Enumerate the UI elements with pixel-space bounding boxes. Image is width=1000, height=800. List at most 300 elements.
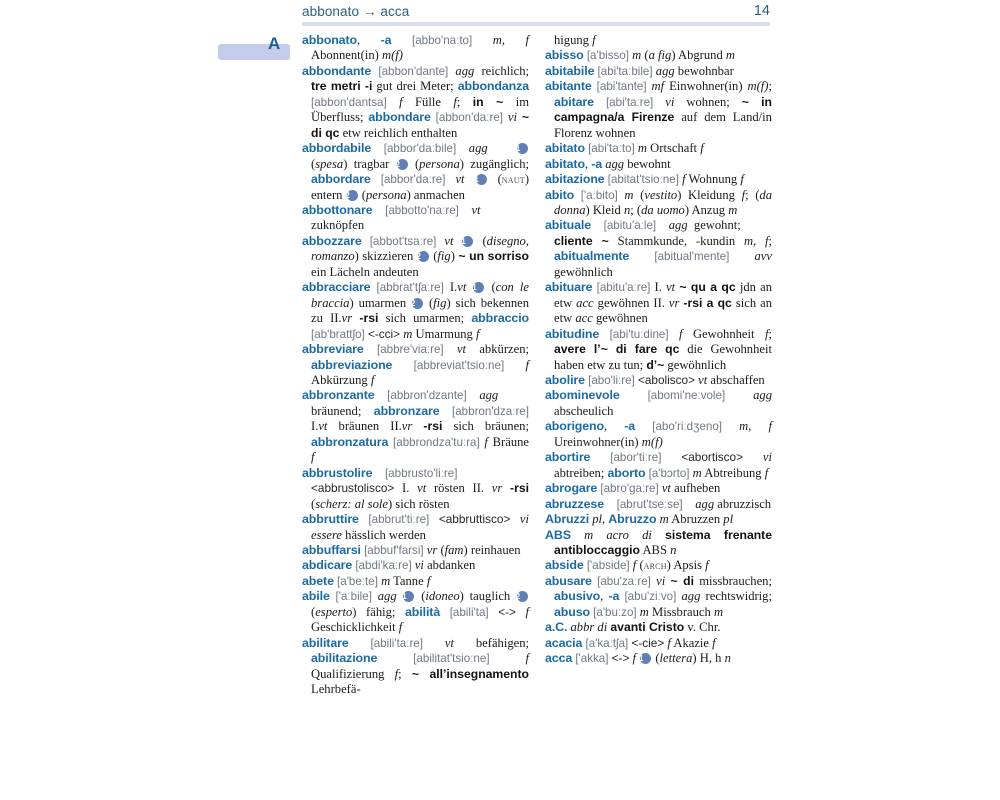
headword[interactable]: abitare: [554, 94, 594, 109]
translation-text: (: [408, 156, 420, 171]
grammar-label: m: [632, 48, 642, 63]
dictionary-entry: [545, 419, 772, 450]
pronunciation: [abo'riːdʒeno]: [652, 420, 723, 434]
grammar-label: vi: [656, 573, 666, 588]
subject-label: naut: [501, 173, 525, 187]
headword[interactable]: abbracciare: [302, 280, 371, 295]
grammar-label: f: [700, 141, 704, 156]
translation-text: ein Lächeln andeuten: [311, 264, 419, 279]
column-left: [302, 33, 529, 697]
grammar-label: f: [667, 635, 671, 650]
translation-text: (: [636, 558, 644, 573]
translation-text: v. Chr.: [684, 620, 721, 635]
grammar-label: f: [394, 666, 399, 681]
headword[interactable]: abbronzatura: [311, 434, 389, 449]
grammar-label: m, f: [492, 33, 530, 47]
grammar-label: m(f): [747, 79, 769, 94]
headword[interactable]: abile: [302, 589, 330, 604]
dictionary-entry: [545, 157, 772, 172]
grammar-label: agg: [655, 63, 675, 78]
grammar-label: m: [381, 573, 391, 588]
translation-text: [604, 497, 617, 511]
translation-text: higung: [554, 33, 593, 47]
headword[interactable]: abside: [545, 558, 584, 573]
subject-label: arch: [643, 559, 667, 573]
grammar-label: n: [670, 542, 677, 557]
headword[interactable]: abbozzare: [302, 233, 362, 248]
grammar-label: agg: [377, 589, 397, 604]
pronunciation: [abbor'daːre]: [380, 173, 446, 187]
translation-text: missbrauchen;: [693, 573, 772, 588]
translation-text: [620, 388, 648, 402]
translation-text: I.: [394, 481, 418, 496]
grammar-label: vr: [668, 295, 680, 310]
headword[interactable]: abbreviare: [302, 342, 364, 357]
translation-text: ,: [602, 512, 609, 527]
pronunciation: [abilitat'tsioːne]: [413, 652, 490, 666]
context-gloss: fig: [433, 295, 447, 310]
translation-text: (: [311, 496, 316, 511]
dictionary-entry: [302, 64, 529, 141]
translation-text: [725, 388, 753, 402]
collocation: avanti Cristo: [610, 620, 685, 635]
translation-text: [571, 528, 584, 542]
dictionary-entry: [545, 574, 772, 620]
grammar-label: f: [525, 651, 529, 666]
headword[interactable]: abruzzese: [545, 496, 605, 511]
pronunciation: [abbon'daːre]: [435, 111, 503, 125]
collocation: tre metri -i: [311, 79, 373, 94]
sense-number-icon: 2: [418, 251, 429, 262]
translation-text: (: [311, 604, 316, 619]
translation-text: [510, 512, 520, 526]
column-right: [545, 33, 772, 667]
pronunciation: [abu'zaːre]: [597, 574, 651, 588]
pronunciation: [abo'liːre]: [588, 373, 635, 387]
headword[interactable]: abitualmente: [554, 249, 630, 264]
dictionary-entry: [302, 512, 529, 543]
headword[interactable]: acacia: [545, 635, 583, 650]
headword[interactable]: abitudine: [545, 326, 600, 341]
grammar-label: f: [311, 450, 315, 465]
grammar-label: agg: [668, 218, 688, 233]
headword[interactable]: abdicare: [302, 558, 353, 573]
translation-text: Lehrbefä-: [311, 682, 361, 697]
translation-text: ; (: [745, 187, 760, 202]
context-gloss: disegno, romanzo: [311, 233, 529, 264]
translation-text: ) sich rösten: [387, 496, 450, 511]
headword[interactable]: -a: [380, 33, 392, 47]
dictionary-entry: [302, 543, 529, 558]
translation-text: ) tragbar: [343, 156, 396, 171]
translation-text: [429, 512, 439, 526]
headword[interactable]: a.C.: [545, 620, 568, 635]
translation-text: Gewohnheit: [682, 326, 765, 341]
translation-text: ,: [600, 589, 609, 604]
grammar-label: mf: [651, 79, 665, 94]
headword[interactable]: abitante: [545, 79, 592, 94]
grammar-label: f: [712, 635, 716, 650]
pronunciation: [abitu'aːle]: [603, 219, 657, 233]
grammar-label: vt: [444, 635, 454, 650]
translation-text: [683, 497, 696, 511]
grammar-label: f: [426, 573, 431, 588]
translation-text: [412, 419, 423, 433]
translation-text: die Gewohnheit haben etw zu tun;: [554, 342, 772, 372]
dictionary-entry: [545, 48, 772, 63]
sense-number-icon: 2: [517, 591, 528, 602]
pronunciation: [a'bisso]: [586, 49, 629, 63]
translation-text: Tanne: [390, 573, 427, 588]
dictionary-entry: [545, 373, 772, 388]
grammar-label: vi: [414, 558, 424, 573]
grammar-label: agg: [605, 156, 625, 171]
translation-text: [629, 249, 654, 263]
translation-text: [743, 450, 763, 464]
headword[interactable]: abominevole: [545, 388, 620, 403]
pronunciation: [abbron'dzaːre]: [452, 404, 529, 418]
collocation: sistema frenante antibloccaggio: [554, 527, 772, 557]
translation-text: gewöhnlich: [554, 264, 613, 279]
translation-text: bräunen II.: [327, 419, 402, 434]
headword[interactable]: ABS: [545, 527, 571, 542]
grammar-label: f: [399, 94, 403, 109]
collocation: -rsi: [510, 481, 530, 496]
pronunciation: [abi'taːre]: [605, 95, 654, 109]
translation-text: [594, 95, 606, 109]
translation-text: etw reichlich enthalten: [339, 125, 458, 140]
translation-text: ) Abgrund: [671, 48, 726, 63]
translation-text: ) reinhauen: [463, 542, 521, 557]
translation-text: ) zugänglich;: [459, 156, 530, 171]
pronunciation: [a'kaːtʃa]: [585, 636, 629, 650]
dictionary-entry: [302, 342, 529, 388]
headword[interactable]: abituare: [545, 280, 593, 295]
grammar-label: f: [764, 326, 769, 341]
context-gloss: lettera: [659, 651, 693, 666]
pronunciation: [abbor'daːbile]: [383, 142, 457, 156]
headword[interactable]: abilità: [405, 604, 441, 619]
grammar-label: f: [705, 558, 709, 573]
grammar-label: agg: [681, 589, 701, 604]
context-gloss: con le braccia: [311, 280, 529, 310]
dictionary-entry: [545, 327, 772, 373]
translation-text: I.: [650, 280, 667, 295]
translation-text: ABS: [640, 542, 671, 557]
headword[interactable]: abusare: [545, 573, 592, 588]
context-gloss: esperto: [315, 604, 353, 619]
sense-number-icon: 1: [476, 174, 487, 185]
page-number: 14: [753, 3, 770, 19]
translation-text: [459, 203, 472, 217]
sense-number-icon: 1: [473, 282, 484, 293]
grammar-label: vi essere: [311, 512, 529, 542]
translation-text: ) fähig;: [352, 604, 405, 619]
pronunciation: [abu'ziːvo]: [624, 590, 677, 604]
headword[interactable]: abolire: [545, 372, 585, 387]
grammar-label: m: [728, 202, 738, 217]
headword[interactable]: abitazione: [545, 172, 605, 187]
dictionary-entry: [545, 481, 772, 496]
headword[interactable]: abilitare: [302, 635, 349, 650]
grammar-label: vt: [455, 172, 465, 187]
collocation: avere l’~ di fare qc: [554, 342, 680, 357]
translation-text: [423, 636, 445, 650]
headword[interactable]: abilitazione: [311, 651, 378, 666]
translation-text: (: [429, 249, 438, 264]
pronunciation: [abbreviat'tsioːne]: [413, 358, 505, 372]
pronunciation: [a'buːzo]: [593, 605, 637, 619]
grammar-label: vi: [665, 94, 675, 109]
translation-text: hässlich werden: [342, 527, 426, 542]
translation-text: Wohnung: [685, 172, 741, 187]
dictionary-entry: [302, 558, 529, 573]
grammar-label: vt: [661, 481, 671, 496]
dictionary-entry: [545, 218, 772, 280]
headword[interactable]: acca: [545, 651, 573, 666]
inflection-note: <abolisco>: [637, 372, 695, 387]
translation-text: [516, 605, 526, 619]
grammar-label: vt: [666, 280, 676, 295]
translation-text: [392, 358, 413, 372]
inflection-note: <->: [611, 651, 630, 666]
collocation: ~ di qc: [311, 110, 529, 140]
dictionary-entry: [302, 280, 529, 342]
grammar-label: agg: [753, 388, 772, 403]
translation-text: bewohnt: [624, 156, 671, 171]
headword[interactable]: abrogare: [545, 481, 598, 496]
grammar-label: m, f: [739, 419, 773, 434]
dictionary-entry: [545, 620, 772, 635]
thumb-index-letter: A: [268, 34, 281, 53]
translation-text: Bräune: [487, 434, 530, 449]
translation-text: ) umarmen: [349, 295, 412, 310]
dictionary-entry: [302, 574, 529, 589]
translation-text: gut drei Meter;: [372, 79, 458, 94]
headword[interactable]: -a: [608, 589, 620, 604]
translation-text: gewöhnlich: [664, 357, 727, 372]
translation-text: [349, 636, 371, 650]
translation-text: [377, 651, 413, 665]
collocation: -rsi a qc: [683, 295, 732, 310]
translation-text: [502, 481, 510, 495]
dictionary-entry: [302, 466, 529, 512]
grammar-label: m: [639, 604, 649, 619]
grammar-label: f: [525, 357, 529, 372]
translation-text: ) tauglich: [459, 589, 517, 604]
translation-text: gewöhnen: [592, 311, 648, 326]
headword[interactable]: abbondare: [368, 110, 431, 125]
translation-text: [467, 388, 480, 402]
translation-text: sich an etw: [554, 295, 772, 326]
dictionary-entry: [545, 141, 772, 156]
headword[interactable]: abbondante: [302, 63, 372, 78]
pronunciation: [abro'gaːre]: [600, 482, 659, 496]
collocation: d’~: [646, 357, 665, 372]
headword[interactable]: abuso: [554, 604, 590, 619]
headword[interactable]: -a: [624, 419, 636, 434]
translation-text: [440, 605, 450, 619]
grammar-label: abbr di: [570, 620, 608, 635]
headword[interactable]: aborto: [607, 465, 646, 480]
headword[interactable]: abbronzare: [373, 403, 440, 418]
dictionary-entry: [302, 33, 529, 64]
translation-text: (: [652, 651, 660, 666]
translation-text: Akazie: [670, 635, 713, 650]
headword[interactable]: abbonato: [302, 33, 357, 47]
headword[interactable]: abbreviazione: [311, 357, 393, 372]
headword[interactable]: abbruttire: [302, 512, 359, 527]
collocation: ~ qu a qc: [679, 280, 736, 295]
collocation: -rsi: [423, 419, 443, 434]
translation-text: ): [450, 249, 459, 264]
grammar-label: vr: [341, 311, 353, 326]
translation-text: (: [474, 233, 487, 248]
pronunciation: [abbo'naːto]: [411, 34, 473, 47]
grammar-label: vt: [471, 202, 481, 217]
pronunciation: [abbot'tsaːre]: [369, 234, 437, 248]
grammar-label: avv: [754, 249, 772, 264]
pronunciation: [abili'taːre]: [370, 636, 423, 650]
collocation: in ~: [472, 94, 504, 109]
translation-text: ) sich bekennen zu II.: [311, 295, 529, 326]
collocation: cliente ~: [554, 233, 609, 248]
dictionary-entry: [302, 203, 529, 234]
translation-text: ,: [356, 33, 381, 47]
headword[interactable]: abortire: [545, 450, 591, 465]
pronunciation: [abbrut'tiːre]: [368, 513, 430, 527]
translation-text: [669, 327, 679, 341]
inflection-note: <-cie>: [631, 635, 665, 650]
grammar-label: m: [713, 604, 724, 619]
translation-text: [599, 327, 609, 341]
headword[interactable]: aborigeno: [545, 419, 604, 434]
headword[interactable]: abitato: [545, 141, 585, 156]
inflection-note: <-cci>: [367, 326, 401, 341]
grammar-label: pl: [723, 512, 734, 527]
translation-text: Missbrauch: [648, 604, 714, 619]
headword[interactable]: abusivo: [554, 589, 601, 604]
dictionary-entry: [545, 79, 772, 141]
pronunciation: ['aːbito]: [580, 188, 618, 202]
headword[interactable]: -a: [591, 156, 603, 171]
grammar-label: f: [484, 434, 488, 449]
grammar-label: m acro di: [584, 527, 652, 542]
pronunciation: [abbre'viaːre]: [376, 343, 444, 357]
context-gloss: fam: [444, 542, 464, 557]
translation-text: [456, 141, 469, 155]
translation-text: I.: [443, 280, 458, 295]
translation-text: wohnen;: [674, 94, 742, 109]
headword[interactable]: abbrustolire: [302, 465, 373, 480]
grammar-label: f: [632, 558, 637, 573]
translation-text: aufheben: [670, 481, 721, 496]
headword[interactable]: abbuffarsi: [302, 542, 361, 557]
grammar-label: f: [679, 326, 683, 341]
headword[interactable]: abbordabile: [302, 141, 372, 156]
collocation: ~ all’insegnamento: [411, 666, 529, 681]
translation-text: I.: [311, 419, 319, 434]
headword[interactable]: abisso: [545, 48, 584, 63]
grammar-label: vi: [762, 450, 772, 465]
translation-text: [590, 450, 610, 464]
grammar-label: m: [692, 465, 702, 480]
grammar-label: vr: [401, 419, 413, 434]
headword[interactable]: abitabile: [545, 63, 595, 78]
translation-text: [652, 528, 665, 542]
translation-text: [722, 419, 739, 433]
translation-text: Umarmung: [412, 326, 476, 341]
pronunciation: ['aːbile]: [335, 590, 372, 604]
headword[interactable]: abete: [302, 573, 334, 588]
headword[interactable]: abbraccio: [471, 311, 530, 326]
headword[interactable]: abbronzante: [302, 388, 375, 403]
translation-text: [489, 605, 499, 619]
grammar-label: vt: [318, 419, 328, 434]
translation-text: [729, 249, 754, 263]
header-rule: [302, 22, 770, 26]
dictionary-entry: [545, 636, 772, 651]
context-gloss: spesa: [315, 156, 344, 171]
grammar-label: vt: [698, 372, 708, 387]
translation-text: ) entern: [311, 172, 530, 202]
grammar-label: m, f: [743, 233, 769, 248]
dictionary-entry: [545, 450, 772, 481]
pronunciation: ['abside]: [586, 559, 630, 573]
dictionary-entry: [545, 558, 772, 573]
grammar-label: m(f): [641, 434, 663, 449]
translation-text: Abruzzen: [668, 512, 724, 527]
dictionary-entry: [302, 388, 529, 465]
pronunciation: [abdi'kaːre]: [355, 559, 412, 573]
grammar-label: pl: [592, 512, 602, 527]
headword[interactable]: abitato: [545, 156, 585, 171]
translation-text: gewohnt;: [687, 218, 741, 233]
translation-text: (: [415, 589, 426, 604]
headword[interactable]: abbordare: [311, 172, 371, 187]
inflection-note: <abbruttisco>: [438, 512, 511, 527]
dictionary-entry: [302, 141, 529, 203]
headword[interactable]: Abruzzi: [545, 512, 590, 527]
inflection-note: <->: [498, 604, 516, 619]
translation-text: ;: [456, 94, 473, 109]
grammar-label: vt: [456, 342, 467, 357]
translation-text: im Überfluss;: [311, 94, 530, 125]
context-gloss: da donna: [554, 187, 772, 217]
grammar-label: m: [637, 141, 648, 156]
translation-text: [445, 172, 455, 186]
sense-number-icon: 1: [462, 236, 473, 247]
grammar-label: m: [659, 512, 669, 527]
translation-text: abdanken: [423, 558, 476, 573]
headword[interactable]: abbottonare: [302, 202, 373, 217]
pronunciation: [abbon'dantsa]: [311, 95, 387, 109]
translation-text: [391, 33, 412, 47]
headword[interactable]: abbondanza: [457, 79, 529, 94]
grammar-label: acc: [576, 295, 594, 310]
translation-text: bewohnbar: [674, 63, 734, 78]
grammar-label: m: [403, 326, 413, 341]
pronunciation: [abitual'mente]: [654, 250, 730, 264]
collocation: -rsi: [359, 311, 379, 326]
headword[interactable]: Abruzzo: [608, 512, 657, 527]
translation-text: Abkürzung: [311, 372, 371, 387]
headword[interactable]: abito: [545, 187, 575, 202]
translation-text: befähigen;: [453, 635, 530, 650]
headword[interactable]: abituale: [545, 218, 592, 233]
grammar-label: vr: [426, 542, 438, 557]
translation-text: (: [424, 295, 434, 310]
